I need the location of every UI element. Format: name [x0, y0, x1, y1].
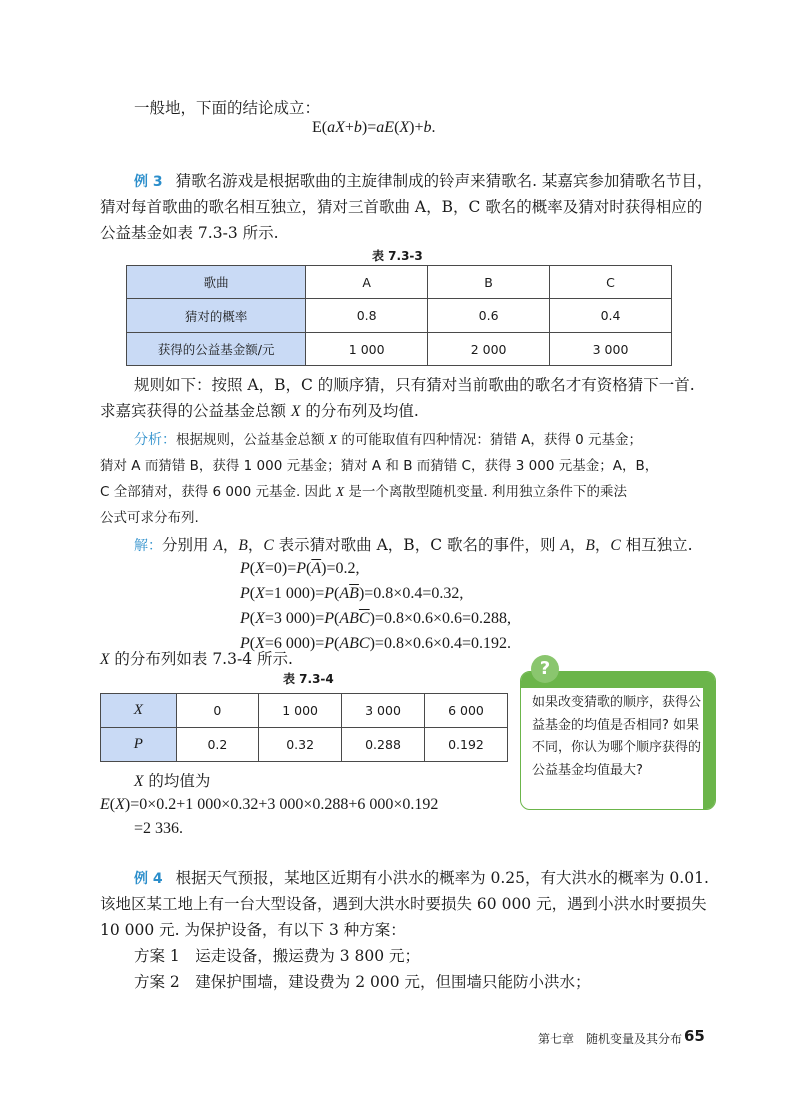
equation-p6000: P(X=6 000)=P(ABC)=0.8×0.6×0.4=0.192.	[240, 635, 512, 652]
table-cell: A	[306, 266, 428, 299]
chapter-footer: 第七章 随机变量及其分布	[538, 1032, 683, 1046]
example4-line-2: 该地区某工地上有一台大型设备，遇到大洪水时要损失 60 000 元，遇到小洪水时要损失	[100, 895, 707, 913]
table-row	[101, 694, 508, 728]
table-cell: C	[550, 266, 672, 299]
distribution-intro: X 的分布列如表 7.3-4 所示.	[100, 650, 293, 668]
table-cell: 0.8	[306, 299, 428, 333]
analysis-line-4: 公式可求分布列.	[100, 510, 199, 526]
table-cell: 猜对的概率	[127, 299, 306, 333]
question-box-side-bar	[703, 688, 715, 809]
plan-2: 方案 2 建保护围墙，建设费为 2 000 元，但围墙只能防小洪水；	[134, 973, 591, 991]
table-cell: 6 000	[425, 694, 508, 728]
intro-text: 一般地，下面的结论成立：	[134, 99, 321, 117]
analysis-label: 分析：	[134, 432, 176, 448]
analysis-line-3: C 全部猜对，获得 6 000 元基金. 因此 X 是一个离散型随机变量. 利用独立条件下的乘法	[100, 484, 627, 500]
example3-line-3: 公益基金如表 7.3-3 所示.	[100, 224, 279, 242]
question-mark-icon: ?	[531, 655, 559, 683]
table-7-3-3	[126, 265, 672, 366]
table-7-3-4	[100, 693, 508, 762]
mean-intro: X 的均值为	[134, 772, 211, 790]
table-cell: 1 000	[259, 694, 342, 728]
table-cell: X	[101, 694, 177, 728]
expectation-linearity-formula: E(aX+b)=aE(X)+b.	[312, 119, 436, 136]
table-cell: 2 000	[428, 333, 550, 366]
table-cell: 获得的公益基金额/元	[127, 333, 306, 366]
analysis-line-2: 猜对 A 而猜错 B，获得 1 000 元基金；猜对 A 和 B 而猜错 C，获得 3 000 元基金；A，B，	[100, 458, 659, 474]
table-row	[101, 728, 508, 762]
mean-formula: E(X)=0×0.2+1 000×0.32+3 000×0.288+6 000×0.192	[100, 796, 439, 813]
table-cell: 0.4	[550, 299, 672, 333]
table-cell: 0.6	[428, 299, 550, 333]
table-cell: 0	[176, 694, 259, 728]
table-cell: 3 000	[342, 694, 425, 728]
table-cell: 0.288	[342, 728, 425, 762]
table-cell: P	[101, 728, 177, 762]
mean-result: =2 336.	[134, 820, 184, 837]
table-cell: 3 000	[550, 333, 672, 366]
equation-p3000: P(X=3 $000)=P(AB\overline{C})=0.8\times 0.6\times 0.6=0.288$,	[240, 610, 512, 627]
table-row	[127, 333, 672, 366]
example3-line-1: 例 3 猜歌名游戏是根据歌曲的主旋律制成的铃声来猜歌名. 某嘉宾参加猜歌名节目，	[134, 172, 713, 190]
table-row	[127, 299, 672, 333]
analysis-line-1: 分析：根据规则，公益基金总额 X 的可能取值有四种情况：猜错 A，获得 0 元基金；	[134, 432, 643, 448]
solution-label: 解：	[134, 538, 162, 554]
solution-line: 解：分别用 A，B，C 表示猜对歌曲 A，B，C 歌名的事件，则 A，B，C 相互独立.	[134, 536, 693, 554]
table-7-3-4-caption: 表 7.3-4	[283, 672, 334, 686]
equation-p0: $P(X=0)=P(\overline{A})=0.2$,	[240, 560, 360, 577]
table-7-3-3-caption: 表 7.3-3	[372, 249, 423, 263]
example4-label: 例 4	[134, 871, 163, 887]
rule-line-2: 求嘉宾获得的公益基金总额 X 的分布列及均值.	[100, 402, 419, 420]
example4-line-1: 例 4 根据天气预报，某地区近期有小洪水的概率为 0.25，有大洪水的概率为 0.01.	[134, 869, 709, 887]
table-cell: 0.32	[259, 728, 342, 762]
rule-line-1: 规则如下：按照 A，B，C 的顺序猜，只有猜对当前歌曲的歌名才有资格猜下一首.	[134, 376, 695, 394]
example3-line-2: 猜对每首歌曲的歌名相互独立，猜对三首歌曲 A，B，C 歌名的概率及猜对时获得相应的	[100, 198, 703, 216]
table-cell: 歌曲	[127, 266, 306, 299]
page-number: 65	[684, 1027, 705, 1045]
question-box-text: 如果改变猜歌的顺序，获得公益基金的均值是否相同? 如果不同，你认为哪个顺序获得的公益基金均值最大?	[532, 695, 702, 778]
example4-line-3: 10 000 元. 为保护设备，有以下 3 种方案：	[100, 921, 406, 939]
table-row	[127, 266, 672, 299]
plan-1: 方案 1 运走设备，搬运费为 3 800 元；	[134, 947, 421, 965]
table-cell: 1 000	[306, 333, 428, 366]
example3-label: 例 3	[134, 174, 163, 190]
equation-p1000: P(X=1 $000)=P(A\overline{B})=0.8\times 0.4=0.32$,	[240, 585, 464, 602]
table-cell: B	[428, 266, 550, 299]
table-cell: 0.192	[425, 728, 508, 762]
table-cell: 0.2	[176, 728, 259, 762]
